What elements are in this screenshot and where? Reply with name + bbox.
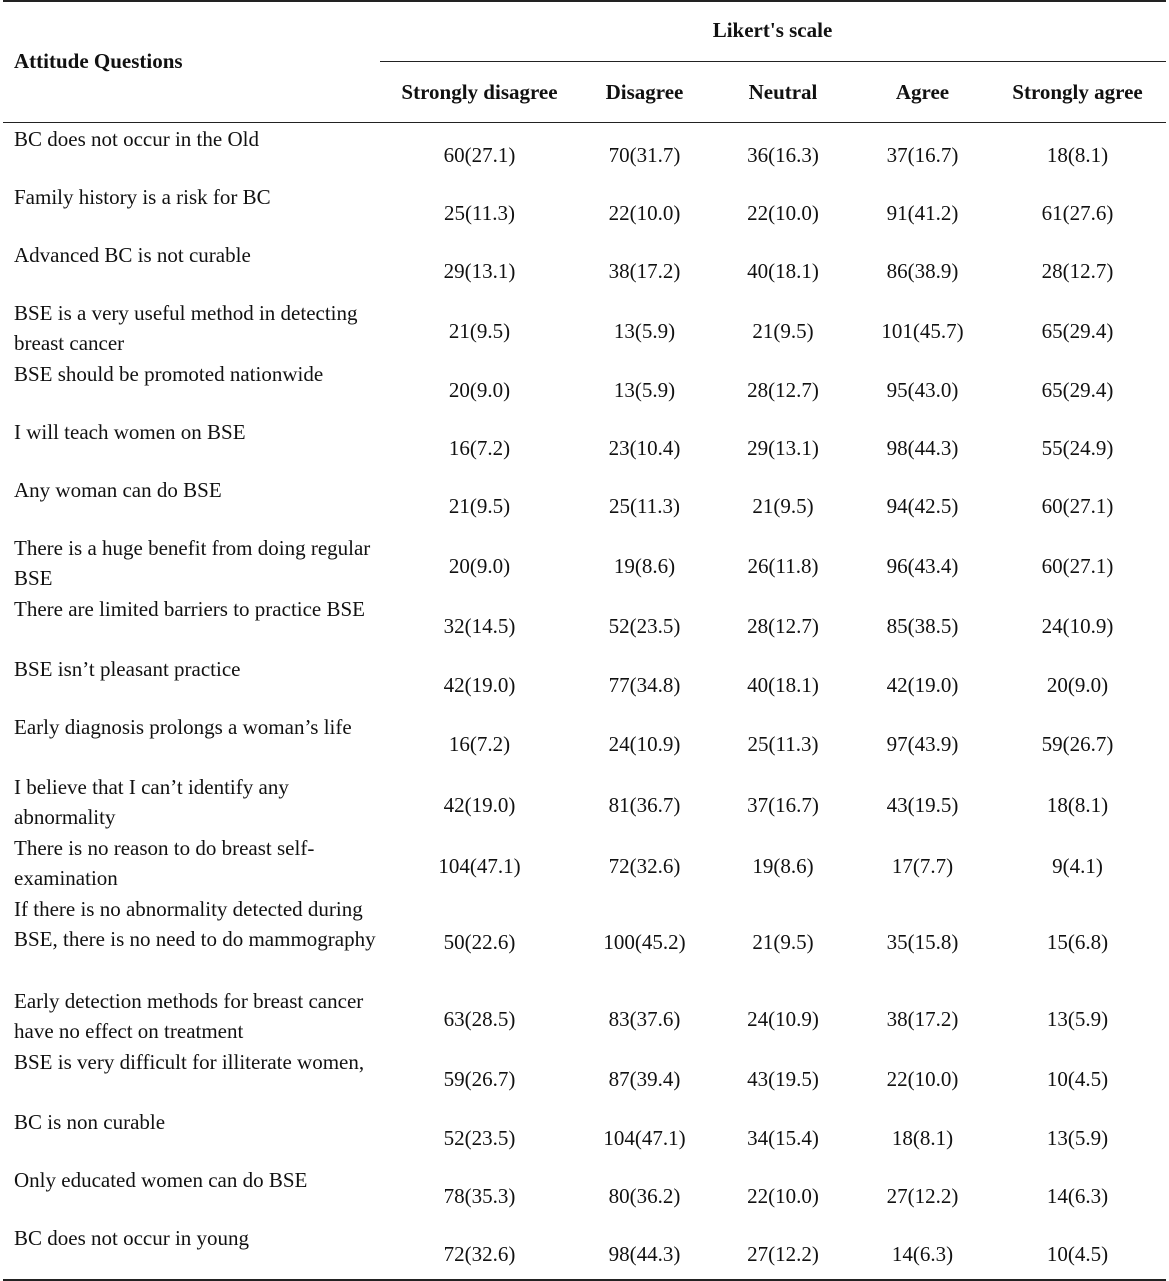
response-count-cell: 24(10.9) xyxy=(1041,614,1114,638)
col-strongly-agree: Strongly agree xyxy=(989,62,1166,123)
attitude-question-cell: I believe that I can’t identify any abnormality xyxy=(14,774,289,829)
response-count-cell: 37(16.7) xyxy=(886,143,959,168)
response-count-cell: 40(18.1) xyxy=(747,259,819,283)
attitude-question-cell: There is no reason to do breast self-examination xyxy=(14,835,315,890)
response-count-cell: 22(10.0) xyxy=(747,201,819,225)
response-count-cell: 25(11.3) xyxy=(444,201,515,225)
attitude-question-cell: Early detection methods for breast cancer have no effect on treatment xyxy=(14,988,364,1043)
response-count-cell: 13(5.9) xyxy=(613,378,676,402)
response-count-cell: 59(26.7) xyxy=(443,1067,516,1091)
response-count-cell: 72(32.6) xyxy=(380,1222,579,1280)
response-count-cell: 20(9.0) xyxy=(448,378,511,402)
response-count-cell: 80(36.2) xyxy=(608,1184,681,1208)
table-row xyxy=(3,123,1166,181)
response-count-cell: 60(27.1) xyxy=(1041,553,1114,578)
attitude-question-cell: Family history is a risk for BC xyxy=(14,184,271,209)
response-count-cell: 42(19.0) xyxy=(443,792,516,817)
response-count-cell: 70(31.7) xyxy=(608,143,681,168)
response-count-cell: 24(10.9) xyxy=(747,1006,819,1031)
response-count-cell: 95(43.0) xyxy=(886,378,959,402)
response-count-cell: 26(11.8) xyxy=(747,553,819,578)
attitude-question-cell: Any woman can do BSE xyxy=(14,477,222,502)
response-count-cell: 13(5.9) xyxy=(1046,1126,1109,1150)
response-count-cell: 101(45.7) xyxy=(881,318,964,343)
response-count-cell: 52(23.5) xyxy=(443,1126,516,1150)
attitude-questions-header: Attitude Questions xyxy=(3,0,380,123)
response-count-cell: 96(43.4) xyxy=(886,553,959,578)
response-count-cell: 16(7.2) xyxy=(448,732,511,756)
response-count-cell: 40(18.1) xyxy=(747,673,819,697)
col-strongly-disagree: Strongly disagree xyxy=(380,62,579,123)
attitude-question-cell: If there is no abnormality detected during BSE, there is no need to do mammography xyxy=(14,896,376,951)
response-count-cell: 20(9.0) xyxy=(448,553,511,578)
response-count-cell: 72(32.6) xyxy=(608,853,681,878)
response-count-cell: 94(42.5) xyxy=(886,494,959,518)
response-count-cell: 61(27.6) xyxy=(1041,201,1114,225)
attitude-question-cell: BSE is very difficult for illiterate women, xyxy=(14,1049,365,1074)
response-count-cell: 21(9.5) xyxy=(752,494,814,518)
response-count-cell: 27(12.2) xyxy=(886,1184,959,1208)
response-count-cell: 28(12.7) xyxy=(747,614,819,638)
response-count-cell: 43(19.5) xyxy=(747,1067,819,1091)
attitude-question-cell: Only educated women can do BSE xyxy=(14,1167,308,1192)
response-count-cell: 43(19.5) xyxy=(886,792,959,817)
attitude-question-cell: There are limited barriers to practice BSE xyxy=(14,596,366,621)
col-agree: Agree xyxy=(856,62,989,123)
attitude-question-cell: BSE isn’t pleasant practice xyxy=(14,656,241,681)
response-count-cell: 29(13.1) xyxy=(443,259,516,283)
table-row xyxy=(3,985,1166,1046)
response-count-cell: 50(22.6) xyxy=(443,930,516,954)
table-row xyxy=(3,297,1166,358)
response-count-cell: 19(8.6) xyxy=(613,553,676,578)
response-count-cell: 21(9.5) xyxy=(752,318,814,343)
response-count-cell: 23(10.4) xyxy=(608,436,681,460)
response-count-cell: 77(34.8) xyxy=(608,673,681,697)
response-count-cell: 59(26.7) xyxy=(1041,732,1114,756)
response-count-cell: 38(17.2) xyxy=(886,1006,959,1031)
response-count-cell: 14(6.3) xyxy=(856,1222,989,1280)
response-count-cell: 86(38.9) xyxy=(886,259,959,283)
response-count-cell: 13(5.9) xyxy=(1046,1006,1109,1031)
response-count-cell: 10(4.5) xyxy=(1046,1067,1109,1091)
response-count-cell: 20(9.0) xyxy=(1046,673,1109,697)
response-count-cell: 83(37.6) xyxy=(608,1006,681,1031)
response-count-cell: 22(10.0) xyxy=(886,1067,959,1091)
attitude-question-cell: Advanced BC is not curable xyxy=(14,242,251,267)
attitude-question-cell: Early diagnosis prolongs a woman’s life xyxy=(14,714,352,739)
response-count-cell: 100(45.2) xyxy=(603,930,686,954)
response-count-cell: 9(4.1) xyxy=(1052,853,1103,878)
attitude-question-cell: BSE is a very useful method in detecting breast cancer xyxy=(14,300,358,355)
response-count-cell: 42(19.0) xyxy=(443,673,516,697)
response-count-cell: 35(15.8) xyxy=(886,930,959,954)
response-count-cell: 21(9.5) xyxy=(752,930,814,954)
likert-scale-header: Likert's scale xyxy=(380,0,1166,62)
response-count-cell: 18(8.1) xyxy=(891,1126,954,1150)
response-count-cell: 17(7.7) xyxy=(891,853,954,878)
table-row xyxy=(3,1046,1166,1106)
table-row xyxy=(3,653,1166,711)
table-row xyxy=(3,711,1166,771)
table-body xyxy=(3,123,1166,1280)
table-row xyxy=(3,832,1166,893)
table-row xyxy=(3,474,1166,532)
col-disagree: Disagree xyxy=(579,62,710,123)
response-count-cell: 52(23.5) xyxy=(608,614,681,638)
response-count-cell: 60(27.1) xyxy=(1041,494,1114,518)
response-count-cell: 27(12.2) xyxy=(710,1222,856,1280)
response-count-cell: 60(27.1) xyxy=(443,143,516,168)
response-count-cell: 104(47.1) xyxy=(603,1126,686,1150)
response-count-cell: 78(35.3) xyxy=(443,1184,516,1208)
response-count-cell: 19(8.6) xyxy=(752,853,814,878)
attitude-question-cell: BC does not occur in the Old xyxy=(14,127,259,151)
response-count-cell: 65(29.4) xyxy=(1041,378,1114,402)
table-row xyxy=(3,593,1166,653)
attitude-question-cell: BSE should be promoted nationwide xyxy=(14,361,324,386)
response-count-cell: 14(6.3) xyxy=(1046,1184,1109,1208)
response-count-cell: 34(15.4) xyxy=(747,1126,819,1150)
attitude-question-cell: BC is non curable xyxy=(14,1109,166,1134)
table-row xyxy=(3,1106,1166,1164)
table-row xyxy=(3,416,1166,474)
response-count-cell: 85(38.5) xyxy=(886,614,959,638)
attitude-question-cell: I will teach women on BSE xyxy=(14,419,246,444)
response-count-cell: 16(7.2) xyxy=(448,436,511,460)
table-row xyxy=(3,893,1166,985)
response-count-cell: 98(44.3) xyxy=(886,436,959,460)
response-count-cell: 98(44.3) xyxy=(579,1222,710,1280)
table-row xyxy=(3,358,1166,416)
response-count-cell: 10(4.5) xyxy=(989,1222,1166,1280)
table-row xyxy=(3,181,1166,239)
response-count-cell: 13(5.9) xyxy=(613,318,676,343)
attitude-likert-table xyxy=(3,0,1166,1281)
response-count-cell: 38(17.2) xyxy=(608,259,681,283)
table-row xyxy=(3,1164,1166,1222)
response-count-cell: 32(14.5) xyxy=(443,614,516,638)
response-count-cell: 65(29.4) xyxy=(1041,318,1114,343)
response-count-cell: 28(12.7) xyxy=(1041,259,1114,283)
response-count-cell: 37(16.7) xyxy=(747,792,819,817)
response-count-cell: 18(8.1) xyxy=(1046,792,1109,817)
table-row xyxy=(3,1222,1166,1280)
response-count-cell: 21(9.5) xyxy=(448,318,511,343)
response-count-cell: 104(47.1) xyxy=(438,853,521,878)
response-count-cell: 28(12.7) xyxy=(747,378,819,402)
table-row xyxy=(3,239,1166,297)
response-count-cell: 22(10.0) xyxy=(608,201,681,225)
response-count-cell: 25(11.3) xyxy=(747,732,819,756)
col-neutral: Neutral xyxy=(710,62,856,123)
table-row xyxy=(3,771,1166,832)
response-count-cell: 87(39.4) xyxy=(608,1067,681,1091)
attitude-question-cell: BC does not occur in young xyxy=(3,1222,380,1280)
response-count-cell: 15(6.8) xyxy=(1046,930,1109,954)
response-count-cell: 22(10.0) xyxy=(747,1184,819,1208)
response-count-cell: 25(11.3) xyxy=(609,494,680,518)
response-count-cell: 81(36.7) xyxy=(608,792,681,817)
response-count-cell: 42(19.0) xyxy=(886,673,959,697)
response-count-cell: 91(41.2) xyxy=(886,201,959,225)
response-count-cell: 55(24.9) xyxy=(1041,436,1114,460)
table-row xyxy=(3,532,1166,593)
response-count-cell: 97(43.9) xyxy=(886,732,959,756)
response-count-cell: 29(13.1) xyxy=(747,436,819,460)
response-count-cell: 21(9.5) xyxy=(448,494,511,518)
response-count-cell: 24(10.9) xyxy=(608,732,681,756)
response-count-cell: 18(8.1) xyxy=(1046,143,1109,168)
response-count-cell: 63(28.5) xyxy=(443,1006,516,1031)
attitude-question-cell: There is a huge benefit from doing regular BSE xyxy=(14,535,371,590)
response-count-cell: 36(16.3) xyxy=(747,143,819,168)
